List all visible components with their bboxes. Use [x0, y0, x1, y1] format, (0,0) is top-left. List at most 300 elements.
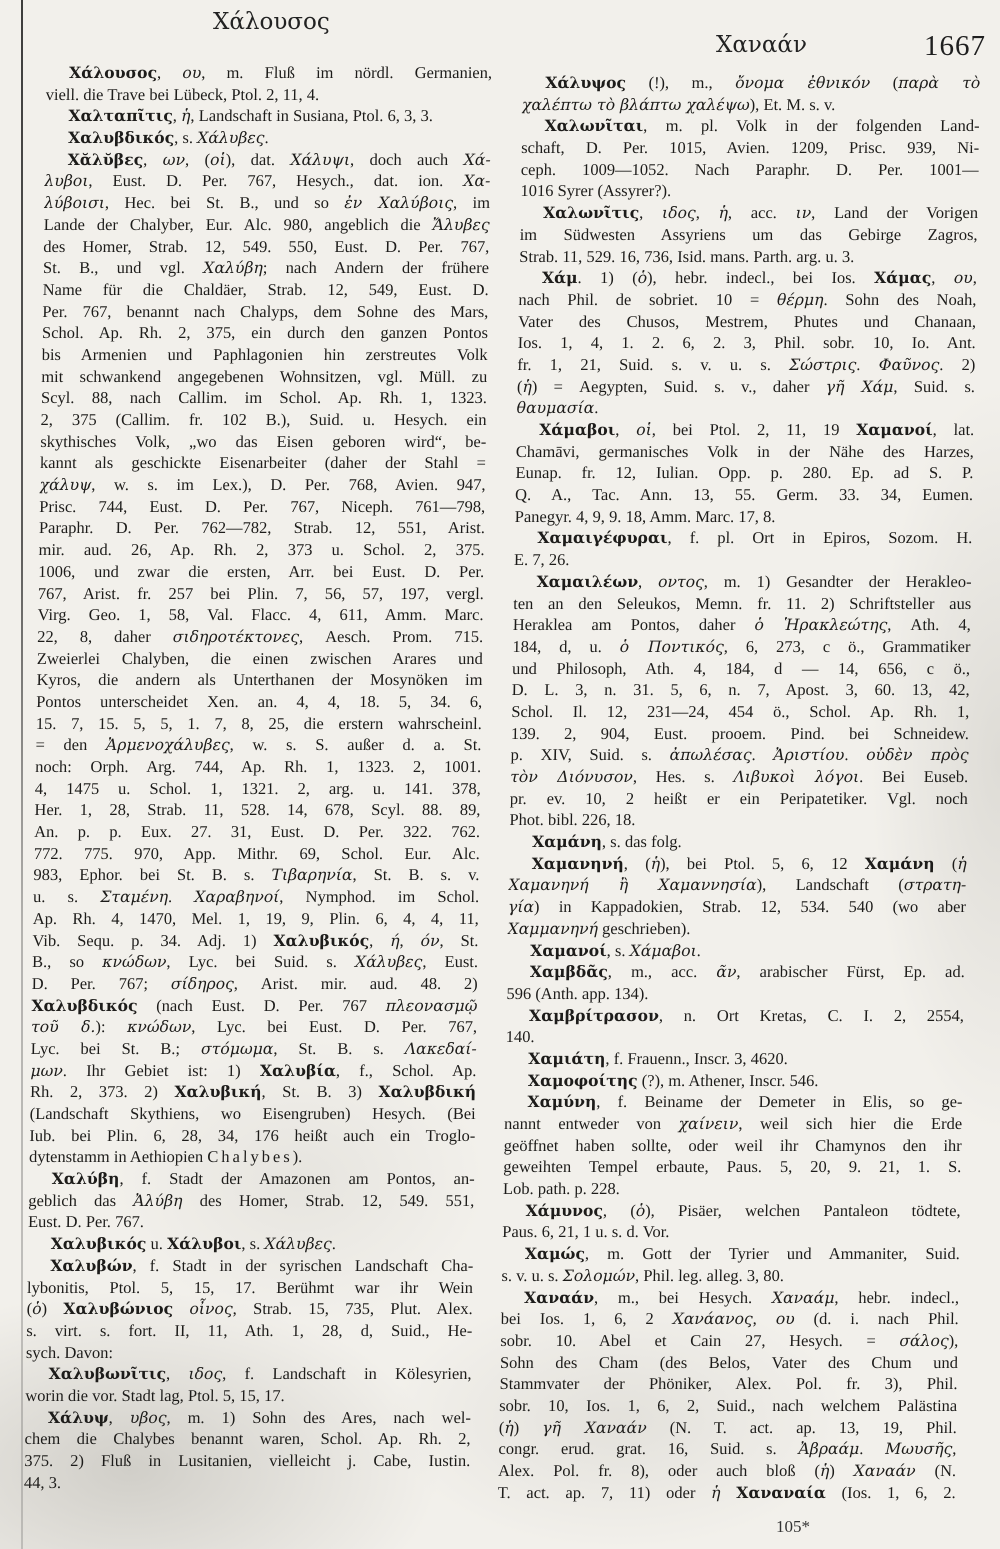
text-run: ( [26, 1299, 33, 1319]
greek-term: Χάλυψι [290, 149, 351, 169]
text-line [27, 1255, 473, 1277]
text-line [509, 809, 967, 831]
page-number: 1667 [924, 30, 986, 62]
text-line [501, 1265, 959, 1287]
headword: Χαλυβδικός [31, 995, 138, 1015]
greek-term: ὁ [635, 1200, 646, 1220]
text-line [46, 62, 492, 84]
text-run: des Homer, Strab. 12, 549. 551, [182, 1190, 475, 1210]
text-line [506, 1005, 964, 1027]
text-run: . [856, 354, 879, 374]
text-line [40, 409, 486, 431]
text-run: ), hebr. indecl., bei Ios. [646, 268, 875, 288]
dictionary-entry [505, 1070, 963, 1092]
text-line [503, 1178, 961, 1200]
text-line [30, 1103, 476, 1125]
headword: Χάλουσος [68, 63, 158, 82]
text-run: , lat. [932, 420, 975, 439]
text-line [518, 289, 976, 311]
text-run: Ap. Rh. 4, 1470, Mel. 1, 19, 9, Plin. 6, 4, 4, 11, [32, 908, 479, 928]
text-line [44, 214, 490, 236]
text-line [522, 94, 980, 116]
text-line [512, 679, 970, 701]
headword: Χάλυβοι [166, 1234, 242, 1254]
dictionary-entry [507, 853, 967, 940]
text-line [24, 1472, 470, 1494]
text-line [519, 224, 977, 246]
text-line [37, 648, 483, 670]
text-run: , m. Gott der Tyrier und Ammaniter, Suid. [584, 1244, 961, 1264]
text-run: lybonitis, Ptol. 5, 15, 17. Berühmt war ihr Wein [26, 1277, 474, 1297]
text-line [519, 246, 977, 268]
text-line [513, 593, 971, 615]
text-line [508, 874, 966, 896]
text-line [500, 1352, 958, 1374]
text-line [38, 539, 484, 561]
text-line [516, 441, 974, 463]
greek-term: θέρμη [776, 289, 824, 309]
text-run: , m. 1) Gesandter der Herakleo- [703, 571, 972, 591]
text-line [504, 1113, 962, 1135]
text-run: 772. 775. 970, App. Mithr. 69, Schol. Eur. Alc. [33, 843, 480, 863]
text-run: , Phil. leg. alleg. 3, 80. [634, 1265, 785, 1285]
text-line [516, 419, 974, 441]
text-run: , Aesch. Prom. 715. [298, 626, 484, 646]
greek-term: Σολομών [562, 1265, 636, 1285]
text-run: , Eust. D. Per. 767, Hesych., dat. ion. [88, 171, 464, 191]
headword: Χαμιάτη [528, 1048, 606, 1068]
greek-term: ἡ [957, 853, 967, 873]
text-run: , [165, 1364, 189, 1384]
dictionary-entry [515, 419, 975, 527]
text-run: 184, d, u. [512, 636, 620, 656]
text-run: , Land der Vorigen [811, 203, 979, 223]
text-line [26, 1298, 472, 1320]
text-run: sobr. 10. Abel et Cain 27, Hesych. = [500, 1330, 900, 1350]
text-line [498, 1438, 956, 1460]
text-run: , 6, 273, c ö., Grammatiker [723, 636, 971, 656]
dictionary-entry [498, 1287, 960, 1504]
greek-term: ἀπωλέσας [669, 745, 752, 765]
headword: Χαλυβών [50, 1255, 133, 1275]
text-line [35, 734, 481, 756]
text-run: , [752, 1309, 776, 1329]
text-run: , Ath. 4, [887, 615, 972, 635]
greek-term: ή [390, 930, 400, 950]
text-run: 1006, und zwar die ersten, Arr. bei Eust. D. Per. [38, 561, 485, 581]
text-line [500, 1330, 958, 1352]
dictionary-entry [502, 1200, 961, 1243]
text-run: ): [95, 1017, 128, 1037]
text-run: , [156, 63, 183, 82]
right-column [498, 72, 981, 1504]
greek-term: ἡ [650, 853, 661, 873]
headword: Χάμυνος [525, 1200, 604, 1220]
text-run: 140. [505, 1027, 535, 1047]
text-run: ) [829, 1461, 854, 1480]
text-line [499, 1417, 957, 1439]
text-run: ) in Kappadokien, Strab. 12, 534. 540 (wo aber [533, 897, 967, 917]
text-run: , f. Stadt in der syrischen Landschaft Cha- [132, 1255, 474, 1275]
headword: Χάλυψ [47, 1407, 109, 1427]
headword: Χαμοφοίτης [527, 1070, 638, 1090]
greek-term: παρὰ τὸ [898, 73, 981, 92]
text-run: , [952, 1439, 957, 1459]
greek-term: πλεονασμῷ [385, 995, 478, 1015]
dictionary-entry [509, 571, 972, 831]
text-run: Paraphr. D. Per. 762—782, Strab. 12, 551, Arist. [38, 518, 486, 538]
text-run: worin die vor. Stadt lag, Ptol. 5, 15, 17. [25, 1385, 285, 1405]
text-run: , [615, 420, 637, 439]
text-line [41, 344, 487, 366]
text-run: , arabischer Fürst, Ep. ad. [736, 962, 965, 982]
text-line [508, 853, 966, 875]
greek-term: τὸν Διόνυσον [510, 767, 634, 786]
text-line [519, 267, 977, 289]
text-run: Vater des Chusos, Mestrem, Phutes und Chanaan, [517, 311, 977, 331]
text-run: dytenstamm in Aethiopien [28, 1147, 208, 1167]
text-line [27, 1277, 473, 1299]
greek-term: σιδηροτέκτονες [172, 626, 300, 646]
text-run: 596 (Anth. app. 134). [506, 983, 649, 1003]
headword: Χαλωνῖται [544, 116, 644, 136]
text-run: ). [292, 1147, 303, 1167]
text-line [513, 571, 971, 593]
greek-term: οὐδὲν πρὸς [865, 745, 969, 765]
text-line [33, 908, 479, 930]
text-run: Schol. Il. 12, 231—24, 454 ö., Schol. Ap. Rh. 1, [511, 701, 970, 721]
text-line [514, 527, 972, 549]
text-run: Q. A., Tac. Ann. 13, 55. Germ. 33. 34, Eumen. [514, 485, 974, 505]
dictionary-entry [46, 62, 493, 105]
text-run: pr. ev. 10, 2 heißt er ein Peripatetiker. Vgl. noch [509, 788, 968, 808]
text-line [506, 983, 964, 1005]
text-run: skythisches Volk, „wo das Eisen geboren wird“, be- [40, 431, 487, 451]
text-run: 375. 2) Fluß in Lusitanien, vielleicht j. Cabe, Iustin. [24, 1451, 471, 1470]
text-run: Rh. 2, 373. 2) [29, 1082, 175, 1102]
text-line [508, 896, 966, 918]
text-line [521, 137, 979, 159]
text-run: , [172, 106, 182, 126]
text-run: s. virt. s. fort. II, 11, Ath. 1, 28, d, Suid., He- [26, 1320, 473, 1340]
text-line [34, 821, 480, 843]
greek-term: Χαλύβη [203, 258, 264, 278]
headword: Χᾰλῠβες [67, 149, 144, 169]
text-run: , s. [606, 940, 630, 960]
text-run: , [695, 203, 719, 223]
greek-term: Χάμαβοι [629, 940, 697, 960]
dictionary-entry [520, 115, 980, 202]
text-line [505, 1048, 963, 1070]
text-run: , St. B. s. [273, 1038, 405, 1058]
dictionary-entry [28, 1233, 474, 1255]
greek-term: Ἀριστίου [773, 745, 845, 765]
text-line [28, 1190, 474, 1212]
text-line [36, 669, 482, 691]
text-run: Pontos unterscheidet Xen. an. 4, 4, 18. 5, 34. 6, [36, 691, 483, 711]
text-run: . 1) ( [577, 268, 638, 288]
text-line [503, 1156, 961, 1178]
text-run: Sohn des Cham (des Belos, Vater des Chum und [499, 1352, 959, 1372]
greek-term: λύβοισι [43, 193, 106, 213]
headword: Χαμάνη [864, 853, 935, 873]
text-run: . [167, 887, 195, 907]
text-run: E. 7, 26. [513, 550, 570, 570]
text-run: , Arist. mir. aud. 48. 2) [233, 973, 478, 993]
dictionary-entry [25, 1363, 472, 1406]
text-run: , [637, 571, 659, 591]
text-line [510, 744, 968, 766]
text-run: , doch auch [349, 149, 464, 169]
text-line [41, 387, 487, 409]
text-run: , acc. [727, 203, 796, 223]
text-line [507, 940, 965, 962]
text-run: . [331, 1234, 337, 1254]
dictionary-entry [514, 527, 973, 570]
greek-term: ὁ Ποντικός [619, 636, 724, 656]
text-run: ), bei Ptol. 5, 6, 12 [659, 853, 865, 873]
text-line [515, 484, 973, 506]
text-run: D. L. 3, n. 31. 5, 6, n. 7, Apost. 3, 60. 13, 42, [511, 680, 970, 700]
text-line [45, 149, 491, 171]
greek-term: Τιβαρηνία [271, 865, 353, 885]
text-run: 22, 8, daher [37, 626, 173, 646]
text-run: , [972, 268, 978, 288]
text-line [516, 397, 974, 419]
text-line [502, 1243, 960, 1265]
text-run: Eust. D. Per. 767. [27, 1212, 145, 1232]
text-run: Stammvater der Phöniker, Alex. Pol. fr. 3), Phil. [499, 1374, 958, 1394]
headword: Χαλυβική [174, 1082, 262, 1102]
text-run: Lyc. bei St. B.; [30, 1038, 202, 1058]
text-line [520, 180, 978, 202]
greek-term: ου [953, 268, 973, 288]
greek-term: Λακεδαί- [404, 1038, 477, 1058]
headword: Χαλυβικός [50, 1234, 147, 1254]
text-run: . 2) [939, 354, 976, 374]
text-run: , Eust. [422, 952, 479, 972]
headword: Χαμβδᾶς [529, 962, 609, 982]
text-line [36, 691, 482, 713]
text-line [518, 311, 976, 333]
text-line [499, 1395, 957, 1417]
greek-term: Χάλυβες [264, 1234, 332, 1254]
text-run: . [264, 128, 269, 148]
text-run: Paus. 6, 21, 1 u. s. d. Vor. [502, 1222, 670, 1242]
text-line [499, 1373, 957, 1395]
greek-term: οἱ [636, 420, 653, 439]
text-line [35, 778, 481, 800]
text-run: , m., acc. [607, 962, 717, 982]
headword: Χαλυβωνῖτις [48, 1364, 167, 1384]
text-line [33, 886, 479, 908]
text-run: ) [513, 1417, 543, 1437]
text-line [510, 766, 968, 788]
text-run: nach Phil. de sobriet. 10 = [518, 289, 778, 309]
text-run: , n. Ort Kretas, C. I. 2, 2554, [658, 1005, 965, 1025]
text-run: , Suid. s. [893, 376, 976, 396]
text-line [26, 1320, 472, 1342]
text-run: , Lyc. bei Suid. s. [166, 952, 356, 972]
text-line [515, 462, 973, 484]
greek-term: ἡ [180, 106, 191, 126]
text-run: , m., bei Hesych. [593, 1287, 773, 1307]
greek-term: ὁ Ἡρακλεώτης [754, 615, 888, 635]
text-run: 139. 2, 904, Eust. prooem. Pind. bei Schneidew. [510, 723, 970, 743]
text-run: bei Ios. 1, 6, 2 [500, 1309, 673, 1329]
text-line [35, 756, 481, 778]
text-run: . [751, 745, 774, 765]
headword: Χαλυβδική [378, 1082, 477, 1102]
text-line [507, 961, 965, 983]
text-run: nannt entweder von [503, 1114, 679, 1133]
text-run: u. [146, 1234, 168, 1254]
dictionary-entry [45, 105, 491, 127]
text-run: bis Armenien und Paphlagonien hin zerstreutes Volk [41, 344, 488, 364]
text-run: . [844, 745, 867, 765]
text-line [30, 1081, 476, 1103]
text-line [40, 452, 486, 474]
greek-term: ὁ [637, 268, 648, 288]
text-run: kannt als geschickte Eisenarbeiter (daher der Stahl = [39, 453, 487, 473]
text-run: ), dat. [225, 149, 291, 169]
text-line [501, 1308, 959, 1330]
text-run: , m. 1) Sohn des Ares, nach wel- [166, 1407, 472, 1427]
dictionary-entry [28, 1168, 475, 1233]
text-run: Strab. 11, 529. 16, 736, Isid. mans. Parth. arg. u. 3. [519, 246, 855, 266]
text-line [514, 549, 972, 571]
text-run: des Homer, Strab. 12, 549. 550, Eust. D. Per. 767, [43, 236, 490, 256]
text-run: . Bei Euseb. [859, 767, 969, 786]
text-run: , St. B. s. v. [352, 865, 480, 885]
text-run: Schol. Ap. Rh. 2, 375, ein durch den ganzen Pontos [41, 323, 489, 343]
text-line [521, 115, 979, 137]
text-line [511, 723, 969, 745]
text-line [28, 1211, 474, 1233]
text-line [32, 951, 478, 973]
greek-term: Χάλυβες [354, 952, 423, 972]
text-line [24, 1428, 470, 1450]
text-run: , m. pl. Volk in der folgenden Land- [643, 116, 980, 136]
text-line [26, 1342, 472, 1364]
text-run: ), Et. M. s. v. [749, 94, 836, 114]
scan-border-line [21, 0, 23, 1549]
greek-term: Χανάανος [672, 1309, 753, 1329]
text-line [43, 279, 489, 301]
text-line [518, 332, 976, 354]
greek-term: τοῦ δ. [30, 1017, 96, 1037]
headword: Χάμαβοι [539, 420, 616, 439]
greek-term: λυβοι [44, 171, 89, 191]
text-run: , [931, 268, 954, 288]
headword: Χαναναία [736, 1482, 827, 1502]
greek-term: θαυμασία [516, 398, 595, 418]
headword: Χαμανοί [530, 940, 607, 960]
text-run: ten an den Seleukos, Memn. fr. 11. 2) Schriftsteller aus [513, 593, 972, 613]
text-line [41, 366, 487, 388]
text-run: , Hec. bei St. B., und so [104, 193, 345, 213]
text-run: und Philosoph, Ath. 4, 184, d — 14, 656, c ö., [511, 658, 971, 678]
text-run: noch: Orph. Arg. 744, Ap. Rh. 1, 1323. 2, 1001. [35, 757, 482, 776]
dictionary-entry [507, 940, 965, 962]
greek-term: Χαραβηνοί [194, 887, 280, 907]
text-line [507, 918, 965, 940]
text-run: Zweierlei Chalyben, die einen zwischen Arares und [36, 648, 484, 668]
greek-term: ἡ [504, 1417, 514, 1437]
headword: Χαμώς [524, 1244, 586, 1264]
text-line [25, 1363, 471, 1385]
greek-term: κνώδων [126, 1017, 192, 1037]
greek-term: Ἀβραάμ [798, 1439, 860, 1459]
running-head-left: Χάλουσος [213, 9, 330, 35]
greek-term: ᾶν [716, 962, 737, 982]
greek-term: στόμωμα [200, 1038, 274, 1058]
greek-term: κνώδων [102, 952, 167, 972]
text-line [36, 713, 482, 735]
text-run: ), Landschaft ( [756, 875, 905, 895]
headword: Χαμύνη [527, 1092, 597, 1112]
text-run: , [143, 149, 163, 169]
headword: Χαμάνη [531, 832, 603, 852]
text-run: Iub. bei Plin. 6, 28, 34, 176 heißt auch ein Troglo- [29, 1125, 476, 1145]
text-line [33, 864, 479, 886]
text-line [37, 604, 483, 626]
text-line [30, 1060, 476, 1082]
greek-term: σίδηρος [170, 973, 235, 993]
text-run: , Hes. s. [632, 767, 734, 786]
text-run: 767, Arist. fr. 257 bei Plin. 7, 56, 57, 197, vergl. [37, 583, 485, 603]
text-run: , hebr. indecl., [834, 1287, 960, 1307]
text-run: = den [35, 735, 107, 755]
text-run: ) [41, 1299, 64, 1319]
text-run: Lob. path. p. 228. [502, 1179, 621, 1199]
text-run: (Ios. 1, 6, 2. [825, 1482, 956, 1502]
text-run: (Landschaft Skythiens, wo Eisengruben) Hesych. (Bei [29, 1104, 476, 1123]
dictionary-entry [505, 1048, 963, 1070]
text-run: Kyros, die andern als Unterthanen der Mosynöken im [36, 670, 483, 690]
greek-term: υβος [129, 1407, 167, 1427]
text-line [504, 1135, 962, 1157]
text-run: , m. Fluß im nördl. Germanien, [201, 63, 493, 82]
greek-term: ἡ [819, 1461, 830, 1480]
text-run: B., so [31, 952, 103, 972]
text-run: ( [870, 73, 899, 92]
text-run: ( [498, 1417, 505, 1437]
greek-term: Σταμένη [100, 887, 169, 907]
text-run: , f. Landschaft in Kölesyrien, [222, 1364, 472, 1384]
text-line [520, 202, 978, 224]
text-line [29, 1168, 475, 1190]
dictionary-entry [29, 149, 491, 1168]
text-line [498, 1460, 956, 1482]
text-run: 2, 375 (Callim. fr. 102 B.), Suid. u. Hesych. ein [40, 410, 487, 429]
greek-term: Χαναάν [853, 1461, 916, 1480]
headword: Χαμαιλέων [536, 571, 639, 591]
greek-term: χαλέπτω τὸ βλάπτω χαλέψω [521, 94, 750, 114]
greek-term: ιδος [188, 1364, 223, 1384]
text-line [39, 496, 485, 518]
text-run: (?), m. Athener, Inscr. 546. [637, 1070, 819, 1090]
text-run: , Strab. 15, 735, Plut. Alex. [232, 1299, 473, 1319]
text-run: (nach Eust. D. Per. 767 [137, 995, 386, 1015]
greek-term: Φαῦνος [878, 354, 940, 374]
text-line [510, 788, 968, 810]
greek-term: χαίνειν [678, 1114, 739, 1133]
text-run: fr. 1, 21, Suid. s. v. u. s. [517, 354, 790, 374]
greek-term: Χαμμανηνή [507, 918, 599, 938]
dictionary-entry [45, 127, 491, 149]
text-line [45, 127, 491, 149]
